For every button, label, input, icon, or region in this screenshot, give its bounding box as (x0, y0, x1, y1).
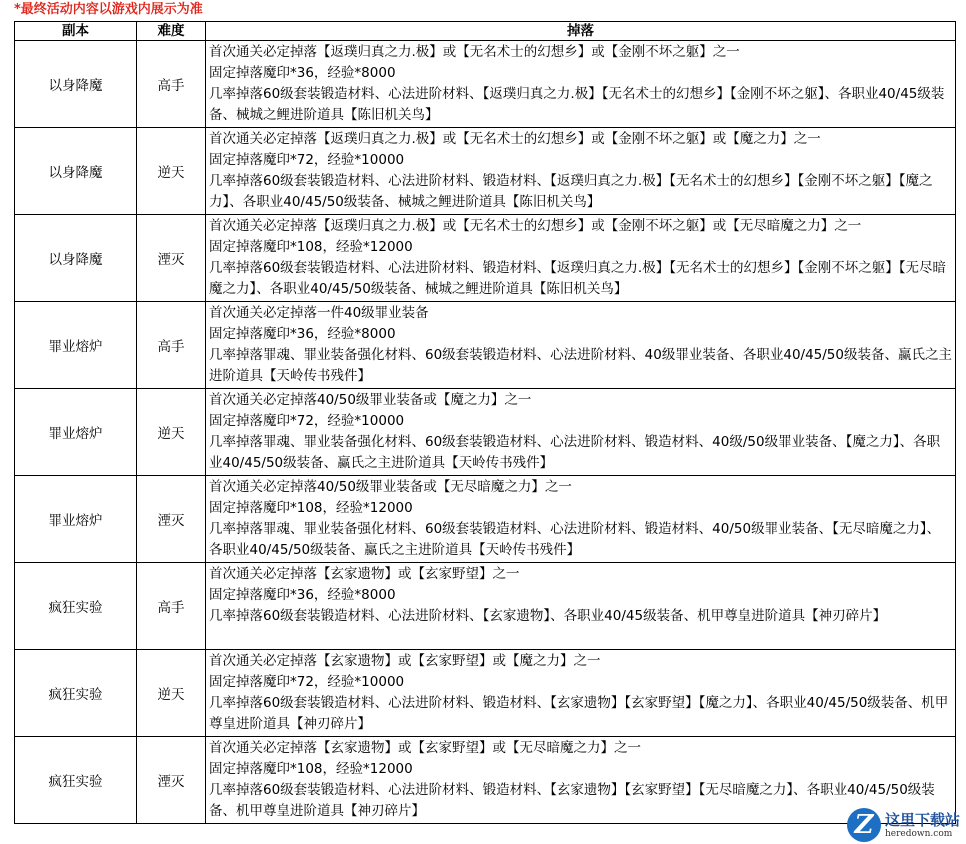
drops-cell (206, 737, 956, 824)
drops-cell (206, 128, 956, 215)
watermark-logo-icon: Z (847, 808, 881, 842)
drop-line: 几率掉落60级套装锻造材料、心法进阶材料、锻造材料、【返璞归真之力.极】【无名术士的幻想乡】【金刚不坏之躯】【魔之力】、各职业40/45/50级装备、械城之鲤进阶道具【陈旧机关鸟】 (209, 173, 933, 210)
table-header-row (15, 22, 956, 41)
instance-cell: 罪业熔炉 (15, 476, 137, 563)
instance-cell: 以身降魔 (15, 41, 137, 128)
instance-cell: 疯狂实验 (15, 563, 137, 650)
difficulty-cell: 湮灭 (137, 737, 206, 824)
drops-cell (206, 302, 956, 389)
difficulty-cell: 逆天 (137, 389, 206, 476)
drop-line: 固定掉落魔印*36，经验*8000 (209, 326, 396, 342)
drop-line: 首次通关必定掉落【返璞归真之力.极】或【无名术士的幻想乡】或【金刚不坏之躯】之一 (209, 44, 740, 60)
drop-line: 几率掉落60级套装锻造材料、心法进阶材料、锻造材料、【玄家遗物】【玄家野望】【魔之力】、各职业40/45/50级装备、机甲尊皇进阶道具【神刃碎片】 (209, 695, 949, 732)
drop-line: 几率掉落罪魂、罪业装备强化材料、60级套装锻造材料、心法进阶材料、40级罪业装备、各职业40/45/50级装备、赢氏之主进阶道具【天岭传书残件】 (209, 347, 952, 384)
table-row (15, 41, 956, 128)
watermark-text-en: heredown.com (884, 828, 953, 839)
drop-line: 几率掉落60级套装锻造材料、心法进阶材料、锻造材料、【玄家遗物】【玄家野望】【无尽暗魔之力】、各职业40/45/50级装备、机甲尊皇进阶道具【神刃碎片】 (209, 782, 935, 819)
drop-line: 几率掉落罪魂、罪业装备强化材料、60级套装锻造材料、心法进阶材料、锻造材料、40/50级罪业装备、【无尽暗魔之力】、各职业40/45/50级装备、赢氏之主进阶道具【天岭传书残件】 (209, 521, 941, 558)
difficulty-cell: 高手 (137, 302, 206, 389)
drop-line: 首次通关必定掉落一件40级罪业装备 (209, 305, 429, 321)
drops-cell (206, 476, 956, 563)
drops-cell (206, 41, 956, 128)
table-row (15, 650, 956, 737)
drop-line: 几率掉落60级套装锻造材料、心法进阶材料、【返璞归真之力.极】【无名术士的幻想乡】【金刚不坏之躯】、各职业40/45级装备、械城之鲤进阶道具【陈旧机关鸟】 (209, 86, 945, 123)
drop-line: 几率掉落60级套装锻造材料、心法进阶材料、锻造材料、【返璞归真之力.极】【无名术士的幻想乡】【金刚不坏之躯】【无尽暗魔之力】、各职业40/45/50级装备、械城之鲤进阶道具【陈旧机关鸟】 (209, 260, 946, 297)
instance-cell: 罪业熔炉 (15, 302, 137, 389)
instance-cell: 以身降魔 (15, 128, 137, 215)
drop-line: 固定掉落魔印*72，经验*10000 (209, 413, 405, 429)
drop-line: 固定掉落魔印*36，经验*8000 (209, 65, 396, 81)
table-row (15, 737, 956, 824)
watermark (847, 808, 960, 842)
header-difficulty: 难度 (137, 22, 206, 41)
drops-cell (206, 563, 956, 650)
difficulty-cell: 湮灭 (137, 215, 206, 302)
table-row (15, 302, 956, 389)
table-row (15, 389, 956, 476)
drop-line: 首次通关必定掉落【返璞归真之力.极】或【无名术士的幻想乡】或【金刚不坏之躯】或【无尽暗魔之力】之一 (209, 218, 862, 234)
drop-line: 几率掉落60级套装锻造材料、心法进阶材料、【玄家遗物】、各职业40/45级装备、机甲尊皇进阶道具【神刃碎片】 (209, 608, 887, 624)
drops-cell (206, 389, 956, 476)
difficulty-cell: 逆天 (137, 650, 206, 737)
table-row (15, 215, 956, 302)
drop-line: 首次通关必定掉落【玄家遗物】或【玄家野望】之一 (209, 566, 520, 582)
disclaimer-note: *最终活动内容以游戏内展示为准 (14, 2, 203, 17)
difficulty-cell: 湮灭 (137, 476, 206, 563)
drop-line: 首次通关必定掉落40/50级罪业装备或【魔之力】之一 (209, 392, 532, 408)
header-drops: 掉落 (206, 22, 956, 41)
difficulty-cell: 高手 (137, 41, 206, 128)
watermark-text-cn: 这里下载站 (884, 810, 960, 829)
instance-cell: 罪业熔炉 (15, 389, 137, 476)
drop-line: 固定掉落魔印*36，经验*8000 (209, 587, 396, 603)
instance-cell: 疯狂实验 (15, 737, 137, 824)
difficulty-cell: 逆天 (137, 128, 206, 215)
drop-line: 几率掉落罪魂、罪业装备强化材料、60级套装锻造材料、心法进阶材料、锻造材料、40级/50级罪业装备、【魔之力】、各职业40/45/50级装备、赢氏之主进阶道具【天岭传书残件】 (209, 434, 941, 471)
header-instance: 副本 (15, 22, 137, 41)
instance-cell: 以身降魔 (15, 215, 137, 302)
drops-cell (206, 650, 956, 737)
drop-line: 固定掉落魔印*72，经验*10000 (209, 152, 405, 168)
table-row (15, 128, 956, 215)
table-row (15, 476, 956, 563)
instance-cell: 疯狂实验 (15, 650, 137, 737)
drop-line: 首次通关必定掉落【玄家遗物】或【玄家野望】或【魔之力】之一 (209, 653, 601, 669)
drop-line: 固定掉落魔印*108，经验*12000 (209, 500, 413, 516)
drop-line: 固定掉落魔印*108，经验*12000 (209, 761, 413, 777)
drop-line: 首次通关必定掉落【返璞归真之力.极】或【无名术士的幻想乡】或【金刚不坏之躯】或【魔之力】之一 (209, 131, 821, 147)
drop-line: 首次通关必定掉落40/50级罪业装备或【无尽暗魔之力】之一 (209, 479, 572, 495)
drop-table (14, 21, 956, 824)
table-row (15, 563, 956, 650)
difficulty-cell: 高手 (137, 563, 206, 650)
drop-line: 首次通关必定掉落【玄家遗物】或【玄家野望】或【无尽暗魔之力】之一 (209, 740, 641, 756)
drop-line: 固定掉落魔印*72，经验*10000 (209, 674, 405, 690)
drop-line: 固定掉落魔印*108，经验*12000 (209, 239, 413, 255)
drops-cell (206, 215, 956, 302)
